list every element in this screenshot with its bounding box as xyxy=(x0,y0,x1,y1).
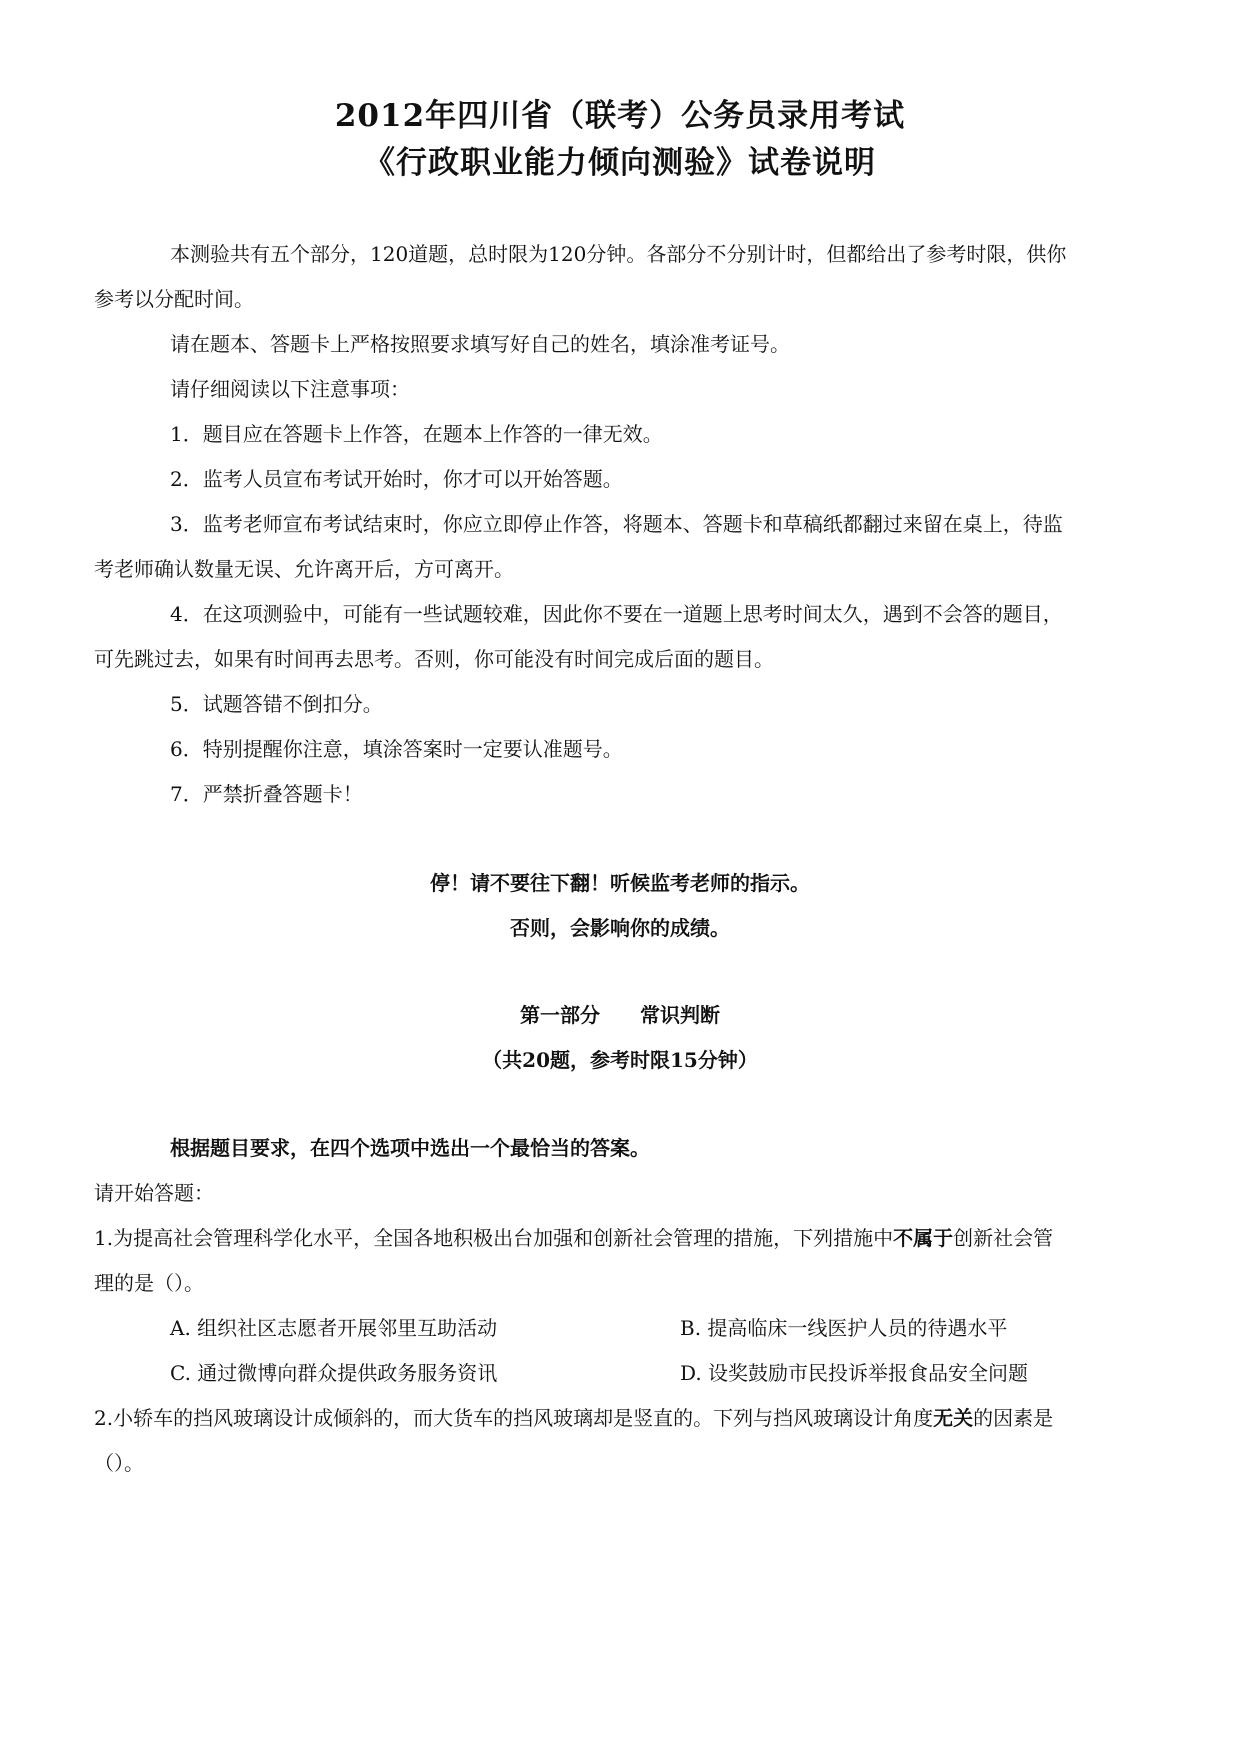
question-1-emphasis: 不属于 xyxy=(893,1226,954,1250)
question-1-stem-pre: 1.为提高社会管理科学化水平，全国各地积极出台加强和创新社会管理的措施，下列措施中 xyxy=(94,1226,894,1250)
note-6: 6．特别提醒你注意，填涂答案时一定要认准题号。 xyxy=(170,737,623,761)
note-3-line1: 3．监考老师宣布考试结束时，你应立即停止作答，将题本、答题卡和草稿纸都翻过来留在桌上，待监 xyxy=(170,512,1063,536)
question-2-emphasis: 无关 xyxy=(933,1406,974,1430)
section-heading xyxy=(0,1000,1240,1030)
note-4-line2: 可先跳过去，如果有时间再去思考。否则，你可能没有时间完成后面的题目。 xyxy=(94,647,774,671)
stop-warning-consequence: 否则，会影响你的成绩。 xyxy=(510,916,730,940)
section-subtitle: （共20题，参考时限15分钟） xyxy=(482,1048,758,1072)
document-title-line1: 2012年四川省（联考）公务员录用考试 xyxy=(334,98,906,134)
question-2-stem-pre: 2.小轿车的挡风玻璃设计成倾斜的，而大货车的挡风玻璃却是竖直的。下列与挡风玻璃设计角度 xyxy=(94,1406,934,1430)
question-1-option-d: D. 设奖鼓励市民投诉举报食品安全问题 xyxy=(680,1361,1029,1385)
question-2-stem-line1 xyxy=(94,1403,1053,1433)
question-1-option-a: A. 组织社区志愿者开展邻里互助活动 xyxy=(170,1316,498,1340)
intro-paragraph-line2: 参考以分配时间。 xyxy=(94,287,254,311)
note-2: 2．监考人员宣布考试开始时，你才可以开始答题。 xyxy=(170,467,623,491)
note-5: 5．试题答错不倒扣分。 xyxy=(170,692,383,716)
notes-heading: 请仔细阅读以下注意事项： xyxy=(170,377,410,401)
question-1-option-b: B. 提高临床一线医护人员的待遇水平 xyxy=(680,1316,1008,1340)
intro-paragraph-line1: 本测验共有五个部分，120道题，总时限为120分钟。各部分不分别计时，但都给出了参考时限，供你 xyxy=(170,242,1067,266)
question-1-stem-line1 xyxy=(94,1223,1053,1253)
question-1-stem-post: 创新社会管 xyxy=(953,1226,1054,1250)
note-7: 7．严禁折叠答题卡！ xyxy=(170,782,363,806)
question-2-stem-line2: （）。 xyxy=(94,1451,144,1475)
question-2-stem-post: 的因素是 xyxy=(973,1406,1054,1430)
stop-warning: 停！请不要往下翻！听候监考老师的指示。 xyxy=(430,871,810,895)
note-4-line1: 4．在这项测验中，可能有一些试题较难，因此你不要在一道题上思考时间太久，遇到不会答的题目， xyxy=(170,602,1063,626)
fill-in-instruction: 请在题本、答题卡上严格按照要求填写好自己的姓名，填涂准考证号。 xyxy=(170,332,790,356)
note-3-line2: 考老师确认数量无误、允许离开后，方可离开。 xyxy=(94,557,514,581)
start-prompt: 请开始答题： xyxy=(94,1181,214,1205)
section-part-number: 第一部分 xyxy=(520,1003,600,1027)
question-1-option-c: C. 通过微博向群众提供政务服务资讯 xyxy=(170,1361,498,1385)
section-name: 常识判断 xyxy=(640,1003,720,1027)
question-1-stem-line2: 理的是（）。 xyxy=(94,1271,204,1295)
note-1: 1．题目应在答题卡上作答，在题本上作答的一律无效。 xyxy=(170,422,663,446)
document-title-line2: 《行政职业能力倾向测验》试卷说明 xyxy=(364,145,876,181)
section-instruction: 根据题目要求，在四个选项中选出一个最恰当的答案。 xyxy=(170,1136,650,1160)
